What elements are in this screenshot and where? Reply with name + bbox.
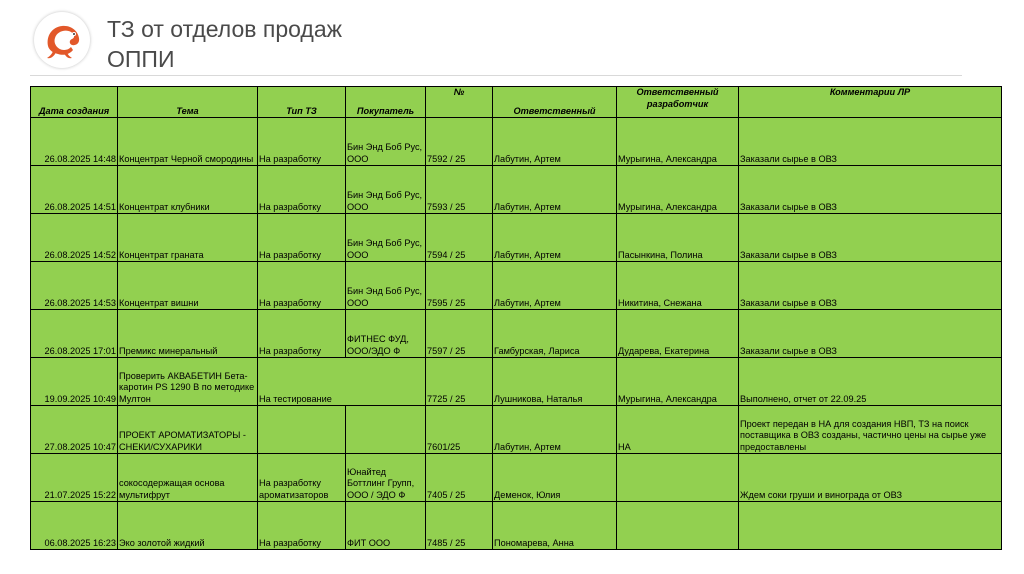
cell-date: 27.08.2025 10:47 <box>31 406 118 454</box>
cell-comments <box>739 502 1002 550</box>
chameleon-logo-icon <box>34 12 90 68</box>
cell-developer: НА <box>617 406 739 454</box>
cell-type: На разработку <box>258 502 346 550</box>
cell-date: 26.08.2025 17:01 <box>31 310 118 358</box>
cell-developer <box>617 502 739 550</box>
cell-responsible: Пономарева, Анна <box>493 502 617 550</box>
cell-buyer: Юнайтед Боттлинг Групп, ООО / ЭДО Ф <box>346 454 426 502</box>
cell-topic: сокосодержащая основа мультифрут <box>118 454 258 502</box>
cell-developer: Никитина, Снежана <box>617 262 739 310</box>
tz-table <box>30 86 1002 550</box>
cell-type: На разработку <box>258 166 346 214</box>
table-row <box>31 214 1002 262</box>
cell-date: 21.07.2025 15:22 <box>31 454 118 502</box>
cell-buyer: ФИТНЕС ФУД, ООО/ЭДО Ф <box>346 310 426 358</box>
cell-type: На тестирование <box>258 358 426 406</box>
cell-topic: Концентрат граната <box>118 214 258 262</box>
cell-date: 26.08.2025 14:48 <box>31 118 118 166</box>
table-row <box>31 118 1002 166</box>
cell-buyer: ФИТ ООО <box>346 502 426 550</box>
cell-date: 06.08.2025 16:23 <box>31 502 118 550</box>
table-row <box>31 310 1002 358</box>
cell-number: 7592 / 25 <box>426 118 493 166</box>
cell-developer: Мурыгина, Александра <box>617 166 739 214</box>
cell-buyer: Бин Энд Боб Рус, ООО <box>346 166 426 214</box>
cell-comments: Выполнено, отчет от 22.09.25 <box>739 358 1002 406</box>
table-row <box>31 406 1002 454</box>
table-row <box>31 358 1002 406</box>
cell-comments: Заказали сырье в ОВЗ <box>739 262 1002 310</box>
cell-responsible: Гамбурская, Лариса <box>493 310 617 358</box>
cell-number: 7595 / 25 <box>426 262 493 310</box>
cell-developer: Мурыгина, Александра <box>617 358 739 406</box>
cell-topic: ПРОЕКТ АРОМАТИЗАТОРЫ - СНЕКИ/СУХАРИКИ <box>118 406 258 454</box>
cell-type: На разработку <box>258 310 346 358</box>
cell-buyer: Бин Энд Боб Рус, ООО <box>346 214 426 262</box>
slide-title-line1: ТЗ от отделов продаж <box>107 16 342 42</box>
cell-number: 7485 / 25 <box>426 502 493 550</box>
table-header-row <box>31 87 1002 118</box>
cell-topic: Концентрат вишни <box>118 262 258 310</box>
header-cell-number: № <box>426 87 493 118</box>
cell-date: 26.08.2025 14:52 <box>31 214 118 262</box>
cell-comments: Ждем соки груши и винограда от ОВЗ <box>739 454 1002 502</box>
cell-topic: Концентрат Черной смородины <box>118 118 258 166</box>
cell-topic: Концентрат клубники <box>118 166 258 214</box>
cell-number: 7601/25 <box>426 406 493 454</box>
table-row <box>31 454 1002 502</box>
cell-developer <box>617 454 739 502</box>
cell-topic: Премикс минеральный <box>118 310 258 358</box>
cell-date: 26.08.2025 14:51 <box>31 166 118 214</box>
table-row <box>31 262 1002 310</box>
table-row <box>31 166 1002 214</box>
cell-type <box>258 406 346 454</box>
cell-date: 19.09.2025 10:49 <box>31 358 118 406</box>
cell-number: 7725 / 25 <box>426 358 493 406</box>
cell-comments: Заказали сырье в ОВЗ <box>739 214 1002 262</box>
header-cell-date: Дата создания <box>31 87 118 118</box>
header-cell-topic: Тема <box>118 87 258 118</box>
cell-comments: Заказали сырье в ОВЗ <box>739 166 1002 214</box>
cell-responsible: Лушникова, Наталья <box>493 358 617 406</box>
table-row <box>31 502 1002 550</box>
cell-responsible: Лабутин, Артем <box>493 406 617 454</box>
header-cell-type: Тип ТЗ <box>258 87 346 118</box>
cell-number: 7594 / 25 <box>426 214 493 262</box>
cell-comments: Проект передан в НА для создания НВП, ТЗ на поиск поставщика в ОВЗ созданы, частично цены на сырье уже предоставлены <box>739 406 1002 454</box>
header-cell-buyer: Покупатель <box>346 87 426 118</box>
cell-number: 7405 / 25 <box>426 454 493 502</box>
cell-developer: Пасынкина, Полина <box>617 214 739 262</box>
cell-developer: Мурыгина, Александра <box>617 118 739 166</box>
cell-date: 26.08.2025 14:53 <box>31 262 118 310</box>
cell-type: На разработку <box>258 214 346 262</box>
cell-comments: Заказали сырье в ОВЗ <box>739 118 1002 166</box>
cell-responsible: Деменок, Юлия <box>493 454 617 502</box>
cell-buyer <box>346 406 426 454</box>
cell-topic: Проверить АКВАБЕТИН Бета-каротин PS 1290 В по методике Мултон <box>118 358 258 406</box>
cell-number: 7597 / 25 <box>426 310 493 358</box>
cell-buyer: Бин Энд Боб Рус, ООО <box>346 118 426 166</box>
cell-type: На разработку ароматизаторов <box>258 454 346 502</box>
cell-comments: Заказали сырье в ОВЗ <box>739 310 1002 358</box>
title-divider <box>30 75 962 76</box>
cell-buyer: Бин Энд Боб Рус, ООО <box>346 262 426 310</box>
header-cell-responsible: Ответственный <box>493 87 617 118</box>
cell-responsible: Лабутин, Артем <box>493 166 617 214</box>
cell-topic: Эко золотой жидкий <box>118 502 258 550</box>
cell-responsible: Лабутин, Артем <box>493 262 617 310</box>
cell-responsible: Лабутин, Артем <box>493 118 617 166</box>
cell-type: На разработку <box>258 118 346 166</box>
cell-type: На разработку <box>258 262 346 310</box>
header-cell-developer: Ответственный разработчик <box>617 87 739 118</box>
slide-title-line2: ОППИ <box>107 46 175 72</box>
header-cell-comments: Комментарии ЛР <box>739 87 1002 118</box>
slide-title <box>107 14 342 74</box>
cell-responsible: Лабутин, Артем <box>493 214 617 262</box>
cell-developer: Дударева, Екатерина <box>617 310 739 358</box>
cell-number: 7593 / 25 <box>426 166 493 214</box>
